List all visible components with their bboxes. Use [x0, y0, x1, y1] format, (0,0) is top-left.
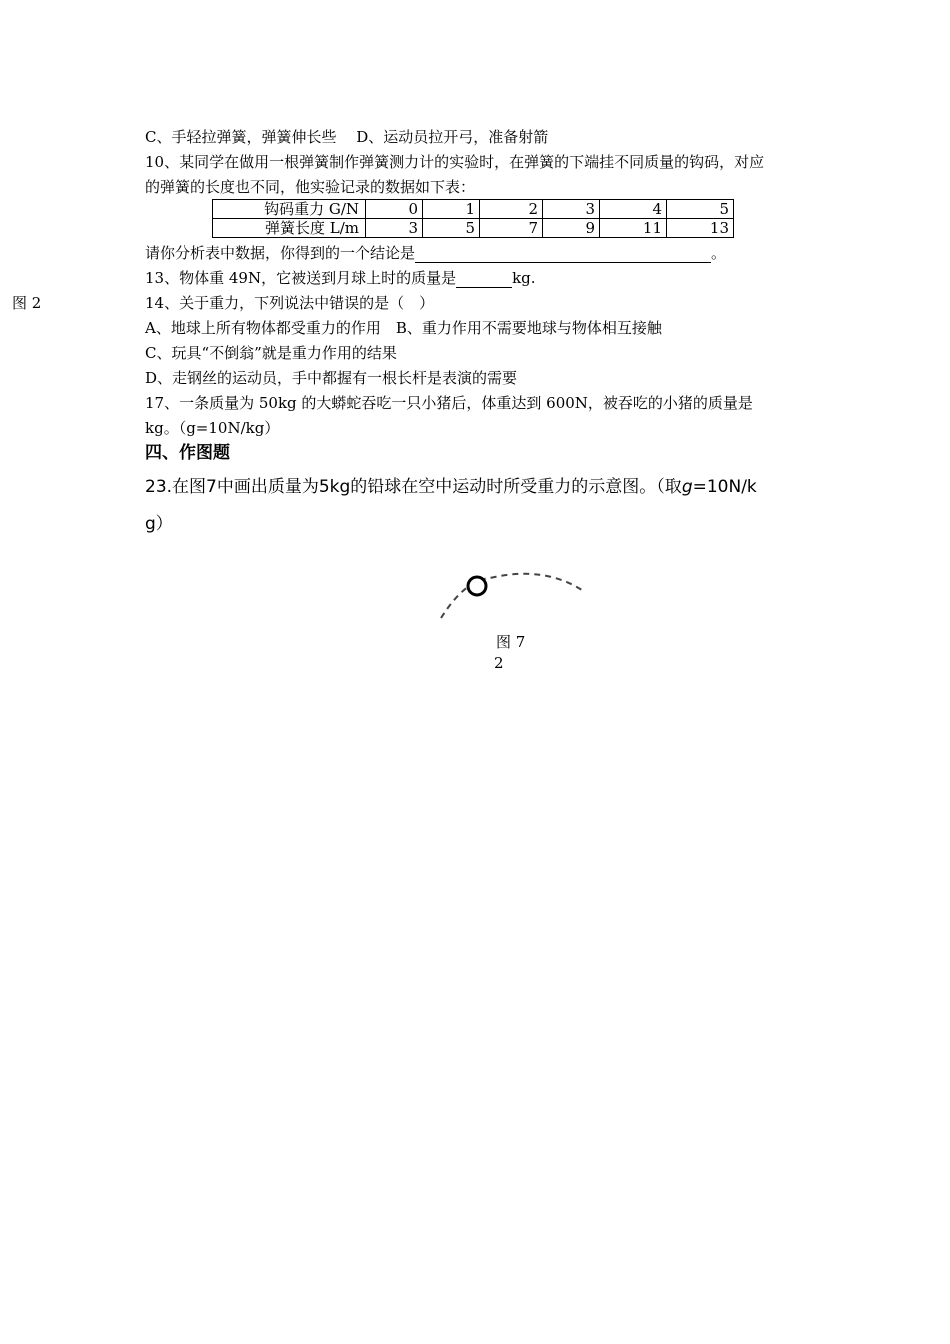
q14-option-c: C、玩具“不倒翁”就是重力作用的结果	[145, 344, 397, 362]
table-cell: 13	[667, 219, 734, 238]
table-cell: 3	[543, 200, 600, 219]
answer-blank[interactable]	[415, 262, 711, 263]
q23-line1	[145, 475, 757, 499]
figure-2-label: 图 2	[12, 294, 42, 312]
row-header: 弹簧长度 L/m	[213, 219, 366, 238]
table-cell: 11	[600, 219, 667, 238]
row-header: 钩码重力 G/N	[213, 200, 366, 219]
q17-line2: kg。（g=10N/kg）	[145, 419, 280, 437]
q17-line1: 17、一条质量为 50kg 的大蟒蛇吞吃一只小猪后，体重达到 600N，被吞吃的小猪的质量是	[145, 394, 753, 412]
table-row	[213, 219, 734, 238]
table-cell: 3	[366, 219, 423, 238]
table-cell: 1	[423, 200, 480, 219]
table-cell: 9	[543, 219, 600, 238]
table-cell: 5	[667, 200, 734, 219]
q23-text: 23.在图7中画出质量为5kg的铅球在空中运动时所受重力的示意图。（取	[145, 477, 682, 497]
q13	[145, 268, 536, 288]
q10-line2: 的弹簧的长度也不同，他实验记录的数据如下表：	[145, 178, 476, 196]
q13-unit: kg.	[512, 269, 536, 287]
q14: 14、关于重力，下列说法中错误的是（ ）	[145, 294, 435, 312]
answer-blank[interactable]	[456, 287, 512, 288]
q10-conclusion-text: 请你分析表中数据，你得到的一个结论是	[145, 244, 416, 262]
q13-text: 13、物体重 49N，它被送到月球上时的质量是	[145, 269, 457, 287]
table-row	[213, 200, 734, 219]
page-number: 2	[494, 654, 504, 672]
table-cell: 4	[600, 200, 667, 219]
q14-option-d: D、走钢丝的运动员，手中都握有一根长杆是表演的需要	[145, 369, 518, 387]
q23-line2: g）	[145, 514, 173, 534]
q10-conclusion	[145, 243, 726, 263]
q14-options-ab: A、地球上所有物体都受重力的作用 B、重力作用不需要地球与物体相互接触	[145, 319, 662, 337]
q23-g-symbol: g	[681, 477, 693, 497]
table-cell: 5	[423, 219, 480, 238]
section-heading: 四、作图题	[145, 443, 230, 463]
q23-text-end: =10N/k	[692, 477, 757, 497]
table-cell: 0	[366, 200, 423, 219]
figure-7-caption: 图 7	[496, 633, 526, 651]
q10-line1: 10、某同学在做用一根弹簧制作弹簧测力计的实验时，在弹簧的下端挂不同质量的钩码，对应	[145, 153, 765, 171]
table-cell: 2	[480, 200, 543, 219]
shot-put-trajectory-figure	[435, 560, 595, 630]
spring-data-table	[212, 199, 734, 238]
trajectory-path	[441, 574, 585, 618]
shot-put-ball[interactable]	[468, 577, 486, 595]
table-cell: 7	[480, 219, 543, 238]
option-c-d: C、手轻拉弹簧，弹簧伸长些 D、运动员拉开弓，准备射箭	[145, 128, 549, 146]
q10-conclusion-end: 。	[711, 244, 727, 262]
